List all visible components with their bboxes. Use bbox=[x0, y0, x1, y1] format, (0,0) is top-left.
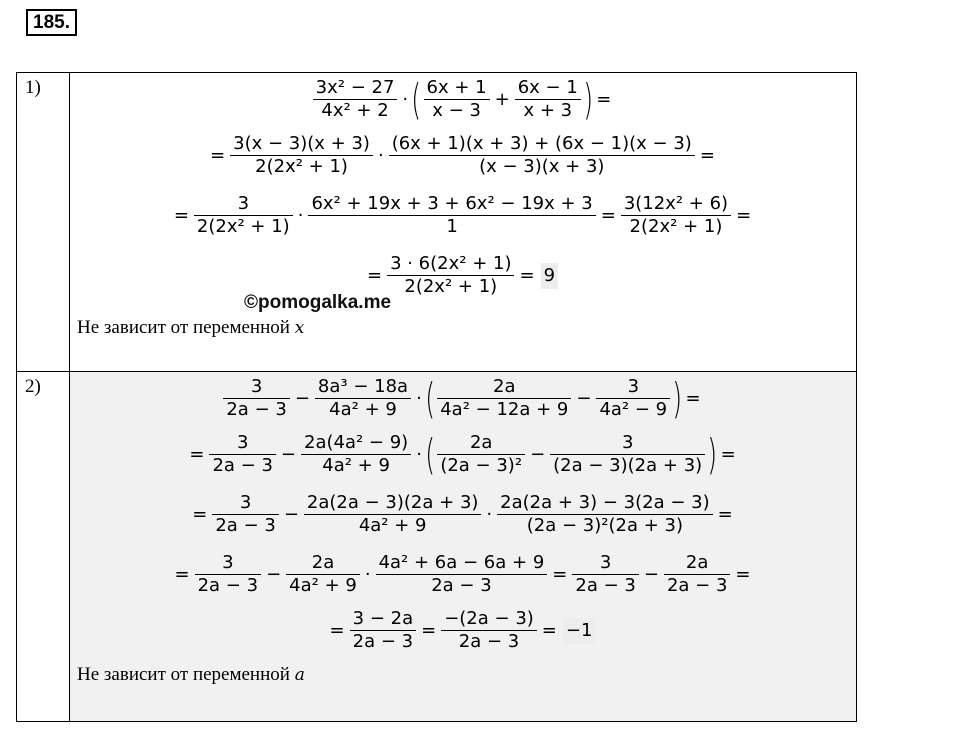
watermark: ©pomogalka.me bbox=[244, 292, 392, 313]
operator: · bbox=[416, 443, 422, 465]
fraction bbox=[437, 376, 571, 421]
numerator: 4a² + 6a − 6a + 9 bbox=[378, 552, 545, 573]
operator: = bbox=[366, 264, 383, 286]
operator: − bbox=[294, 387, 310, 409]
fraction bbox=[497, 492, 712, 537]
denominator: 2(2x² + 1) bbox=[194, 215, 293, 238]
denominator: 4a² + 9 bbox=[304, 514, 482, 537]
equation-line bbox=[69, 373, 856, 423]
operator: = bbox=[600, 204, 616, 226]
equation-line bbox=[69, 429, 856, 479]
numerator: 3x² − 27 bbox=[315, 77, 395, 98]
numerator: 3 · 6(2x² + 1) bbox=[390, 253, 512, 274]
task-number: 185. bbox=[26, 9, 77, 36]
fraction bbox=[195, 552, 261, 597]
denominator: 4x² + 2 bbox=[313, 99, 398, 122]
operator: · bbox=[297, 204, 304, 226]
parenthesis: ( bbox=[425, 429, 436, 479]
equation-line bbox=[69, 133, 856, 178]
operator: − bbox=[266, 563, 282, 585]
numerator: 6x² + 19x + 3 + 6x² − 19x + 3 bbox=[311, 193, 593, 214]
problem-number-cell bbox=[17, 73, 70, 371]
parenthesis: ( bbox=[411, 74, 422, 124]
denominator: 2a − 3 bbox=[209, 454, 275, 477]
operator: · bbox=[402, 88, 409, 110]
fraction bbox=[304, 492, 482, 537]
equation-line bbox=[69, 193, 856, 238]
equation-line bbox=[69, 253, 856, 298]
denominator: (2a − 3)(2a + 3) bbox=[550, 454, 705, 477]
conclusion-label: Не зависит от переменной bbox=[77, 664, 290, 685]
fraction bbox=[194, 193, 293, 238]
fraction bbox=[387, 253, 514, 298]
problem-number: 2) bbox=[25, 376, 41, 397]
operator: · bbox=[364, 563, 371, 585]
operator: · bbox=[377, 144, 384, 166]
operator: · bbox=[416, 387, 422, 409]
problem-row-1 bbox=[17, 73, 856, 372]
operator: = bbox=[685, 387, 701, 409]
fraction bbox=[230, 133, 373, 178]
numerator: 3 bbox=[236, 432, 249, 453]
fraction bbox=[664, 552, 730, 597]
fraction bbox=[286, 552, 360, 597]
numerator: 3 bbox=[627, 376, 640, 397]
numerator: 2a bbox=[469, 432, 493, 453]
equation-line bbox=[69, 552, 856, 597]
parenthesis: ) bbox=[707, 429, 718, 479]
denominator: 2a − 3 bbox=[572, 574, 638, 597]
denominator: x − 3 bbox=[424, 99, 490, 122]
denominator: 2a − 3 bbox=[212, 514, 278, 537]
fraction bbox=[212, 492, 278, 537]
numerator: 3(x − 3)(x + 3) bbox=[233, 133, 370, 154]
problem-number: 1) bbox=[25, 77, 41, 98]
denominator: 2(2x² + 1) bbox=[387, 275, 514, 298]
fraction bbox=[301, 432, 411, 477]
numerator: 2a bbox=[685, 552, 709, 573]
denominator: (x − 3)(x + 3) bbox=[389, 155, 695, 178]
parenthesis: ( bbox=[425, 373, 435, 423]
operator: = bbox=[192, 503, 208, 525]
denominator: 2a − 3 bbox=[664, 574, 730, 597]
fraction bbox=[350, 608, 416, 653]
numerator: 3 bbox=[237, 193, 250, 214]
denominator: (2a − 3)² bbox=[437, 454, 525, 477]
operator: = bbox=[329, 619, 345, 641]
denominator: 2(2x² + 1) bbox=[621, 215, 731, 238]
equation-line bbox=[69, 74, 856, 124]
numerator: 3 bbox=[599, 552, 612, 573]
denominator: 4a² − 9 bbox=[596, 398, 670, 421]
result-value: 9 bbox=[541, 263, 558, 289]
denominator: 2a − 3 bbox=[223, 398, 289, 421]
fraction bbox=[550, 432, 705, 477]
numerator: 3 bbox=[239, 492, 252, 513]
fraction bbox=[515, 77, 581, 122]
problem-row-2 bbox=[17, 372, 856, 721]
numerator: (6x + 1)(x + 3) + (6x − 1)(x − 3) bbox=[391, 133, 692, 154]
numerator: 2a bbox=[493, 376, 516, 397]
fraction bbox=[308, 193, 595, 238]
operator: = bbox=[541, 619, 557, 641]
operator: − bbox=[280, 443, 296, 465]
equation-line bbox=[69, 608, 856, 653]
fraction bbox=[437, 432, 525, 477]
variable-name: a bbox=[294, 665, 305, 685]
denominator: (2a − 3)²(2a + 3) bbox=[497, 514, 712, 537]
operator: = bbox=[189, 443, 205, 465]
parenthesis: ) bbox=[583, 74, 593, 124]
problem-number-cell bbox=[17, 372, 70, 721]
operator: + bbox=[494, 88, 510, 110]
result-value: −1 bbox=[563, 618, 596, 644]
operator: · bbox=[486, 503, 493, 525]
numerator: 2a bbox=[311, 552, 335, 573]
denominator: 2(2x² + 1) bbox=[230, 155, 373, 178]
operator: = bbox=[173, 204, 189, 226]
numerator: −(2a − 3) bbox=[444, 608, 534, 629]
fraction bbox=[209, 432, 275, 477]
denominator: 4a² + 9 bbox=[315, 398, 411, 421]
numerator: 3(12x² + 6) bbox=[623, 193, 729, 214]
equation-line bbox=[69, 492, 856, 537]
denominator: 2a − 3 bbox=[376, 574, 548, 597]
parenthesis: ) bbox=[672, 373, 683, 423]
fraction bbox=[424, 77, 490, 122]
fraction bbox=[596, 376, 670, 421]
denominator: 2a − 3 bbox=[441, 630, 537, 653]
numerator: 8a³ − 18a bbox=[317, 376, 409, 397]
denominator: 4a² − 12a + 9 bbox=[437, 398, 571, 421]
operator: = bbox=[720, 443, 736, 465]
fraction bbox=[223, 376, 289, 421]
conclusion-text bbox=[77, 664, 305, 686]
fraction bbox=[572, 552, 638, 597]
numerator: 3 − 2a bbox=[352, 608, 414, 629]
fraction bbox=[315, 376, 411, 421]
denominator: 4a² + 9 bbox=[286, 574, 360, 597]
solution-cell bbox=[69, 73, 856, 371]
denominator: 2a − 3 bbox=[350, 630, 416, 653]
operator: − bbox=[530, 443, 546, 465]
denominator: 4a² + 9 bbox=[301, 454, 411, 477]
numerator: 6x + 1 bbox=[426, 77, 487, 98]
variable-name: x bbox=[294, 318, 305, 338]
numerator: 3 bbox=[250, 376, 263, 397]
operator: = bbox=[596, 88, 612, 110]
denominator: x + 3 bbox=[515, 99, 581, 122]
fraction bbox=[376, 552, 548, 597]
fraction bbox=[441, 608, 537, 653]
numerator: 3 bbox=[621, 432, 634, 453]
fraction bbox=[621, 193, 731, 238]
numerator: 2a(4a² − 9) bbox=[304, 432, 409, 453]
numerator: 2a(2a − 3)(2a + 3) bbox=[306, 492, 479, 513]
operator: = bbox=[552, 563, 568, 585]
denominator: 1 bbox=[308, 215, 595, 238]
conclusion-label: Не зависит от переменной bbox=[77, 317, 290, 338]
denominator: 2a − 3 bbox=[195, 574, 261, 597]
numerator: 2a(2a + 3) − 3(2a − 3) bbox=[500, 492, 710, 513]
fraction bbox=[389, 133, 695, 178]
operator: = bbox=[735, 563, 751, 585]
conclusion-text bbox=[77, 317, 304, 339]
operator: = bbox=[736, 204, 752, 226]
solution-table bbox=[16, 72, 857, 722]
operator: = bbox=[717, 503, 733, 525]
operator: = bbox=[699, 144, 715, 166]
solution-cell bbox=[69, 372, 856, 721]
operator: = bbox=[210, 144, 226, 166]
operator: = bbox=[421, 619, 437, 641]
operator: = bbox=[519, 264, 535, 286]
fraction bbox=[313, 77, 398, 122]
operator: − bbox=[576, 387, 592, 409]
operator: − bbox=[643, 563, 659, 585]
operator: = bbox=[174, 563, 190, 585]
numerator: 6x − 1 bbox=[517, 77, 578, 98]
operator: − bbox=[283, 503, 299, 525]
numerator: 3 bbox=[222, 552, 234, 573]
